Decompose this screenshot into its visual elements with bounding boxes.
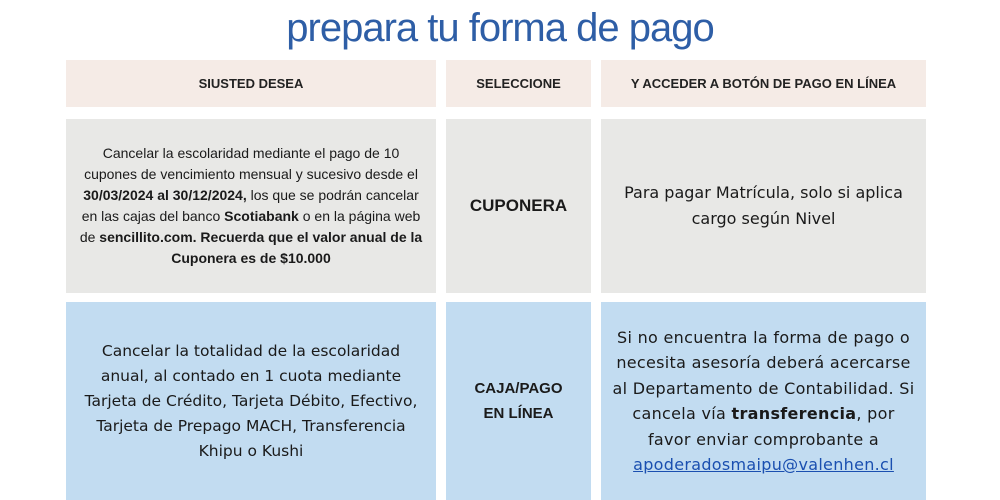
cuponera-description <box>66 119 436 293</box>
caja-description: Cancelar la totalidad de la escolaridad anual, al contado en 1 cuota mediante Tarjeta de Crédito, Tarjeta Débito, Efectivo, Tarjeta de Prepago MACH, Transferencia Khipu o Kushi <box>66 302 436 500</box>
cuponera-desc-text-1: Cancelar la escolaridad mediante el pago de 10 cupones de vencimiento mensual y sucesivo desde el <box>84 145 418 182</box>
cuponera-dates: 30/03/2024 al 30/12/2024, <box>83 187 247 203</box>
header-boton-de-pago: Y ACCEDER A BOTÓN DE PAGO EN LÍNEA <box>601 60 926 107</box>
caja-note <box>601 302 926 500</box>
header-si-usted-desea: SIUSTED DESEA <box>66 60 436 107</box>
cuponera-desc-text-2: los que se podrán cancelar en las cajas del banco <box>81 187 419 224</box>
caja-note-text-1: Si no encuentra la forma de pago o necesita asesoría deberá acercarse al Departamento de Contabilidad. Si cancela vía <box>612 327 915 423</box>
cuponera-desc-bold-end: sencillito.com. Recuerda que el valor anual de la Cuponera es de $10.000 <box>99 229 423 266</box>
option-caja-pago <box>446 302 591 500</box>
cuponera-note: Para pagar Matrícula, solo si aplica cargo según Nivel <box>601 119 926 293</box>
option-caja-line1: CAJA/PAGO <box>474 380 563 397</box>
page-title: prepara tu forma de pago <box>286 6 714 50</box>
option-cuponera: CUPONERA <box>446 119 591 293</box>
transferencia-label: transferencia <box>731 404 857 423</box>
option-caja-line2: EN LÍNEA <box>483 405 554 422</box>
header-seleccione: SELECCIONE <box>446 60 591 107</box>
caja-note-text-2: , por favor enviar comprobante a <box>648 404 895 449</box>
bank-name: Scotiabank <box>224 208 299 224</box>
cuponera-desc-text-3: o en la página web de <box>79 208 421 245</box>
email-link[interactable]: apoderadosmaipu@valenhen.cl <box>633 455 894 474</box>
